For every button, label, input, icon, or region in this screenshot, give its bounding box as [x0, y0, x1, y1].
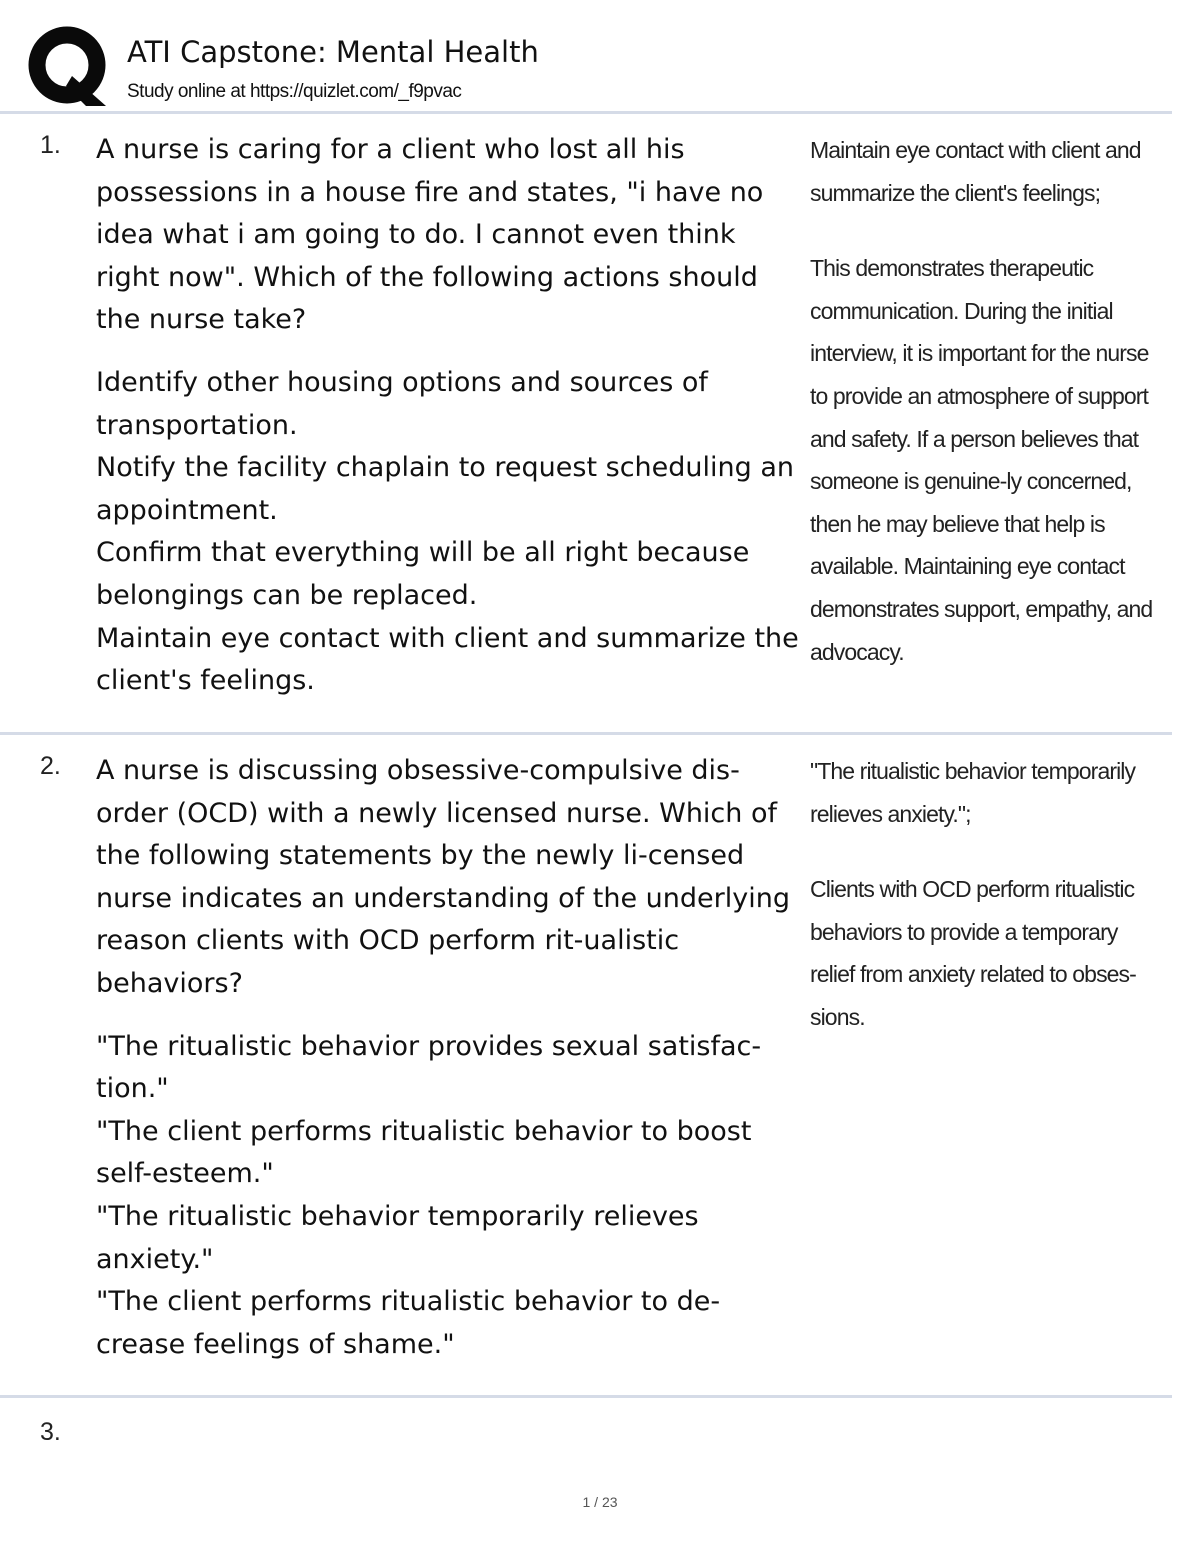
correct-answer: "The ritualistic behavior temporarily relieves anxiety."; [810, 758, 1136, 827]
card-definition [810, 750, 1158, 1039]
answer-rationale: This demonstrates therapeutic communication. During the initial interview, it is important for the nurse to provide an atmosphere of support and safety. If a person believes that someone is genuine-ly concerned, then he may believe that help is available. Maintaining eye contact demonstrates support, empathy, and advocacy. [810, 255, 1153, 665]
card-term [96, 129, 804, 703]
card-term [96, 750, 804, 1366]
flashcard-1 [0, 129, 1172, 719]
card-number: 1. [40, 131, 61, 159]
card-divider [0, 732, 1172, 735]
answer-option: "The ritualistic behavior provides sexual satisfac-tion." [96, 1030, 762, 1105]
header-divider [0, 111, 1172, 114]
answer-option: "The ritualistic behavior temporarily relieves anxiety." [96, 1200, 699, 1275]
card-divider [0, 1395, 1172, 1398]
answer-rationale: Clients with OCD perform ritualistic behaviors to provide a temporary relief from anxiety related to obses-sions. [810, 876, 1136, 1030]
card-number: 3. [40, 1418, 61, 1446]
card-definition [810, 129, 1158, 673]
study-online-link[interactable]: Study online at https://quizlet.com/_f9pvac [127, 81, 462, 102]
card-question: A nurse is discussing obsessive-compulsive dis-order (OCD) with a newly licensed nurse. Which of the following statements by the newly li-censed nurse indicates an understanding of the underlying reason clients with OCD perform rit-ualistic behaviors? [96, 755, 790, 999]
answer-option: Confirm that everything will be all right because belongings can be replaced. [96, 537, 750, 611]
document-title: ATI Capstone: Mental Health [127, 35, 539, 69]
document-header [0, 0, 1200, 112]
answer-option: Notify the facility chaplain to request scheduling an appointment. [96, 452, 795, 526]
answer-option: Identify other housing options and sources of transportation. [96, 366, 708, 441]
flashcard-3 [0, 1416, 1172, 1476]
answer-option: "The client performs ritualistic behavior to de-crease feelings of shame." [96, 1286, 721, 1360]
flashcard-2 [0, 750, 1172, 1380]
page-indicator: 1 / 23 [582, 1494, 618, 1510]
card-number: 2. [40, 752, 61, 780]
answer-option: "The client performs ritualistic behavior to boost self-esteem." [96, 1115, 752, 1190]
answer-option: Maintain eye contact with client and summarize the client's feelings. [96, 622, 799, 697]
card-question: A nurse is caring for a client who lost all his possessions in a house fire and states, "i have no idea what i am going to do. I cannot even think right now". Which of the following actions should the nurse take? [96, 134, 764, 336]
quizlet-q-logo-icon [28, 26, 110, 108]
correct-answer: Maintain eye contact with client and summarize the client's feelings; [810, 137, 1141, 206]
